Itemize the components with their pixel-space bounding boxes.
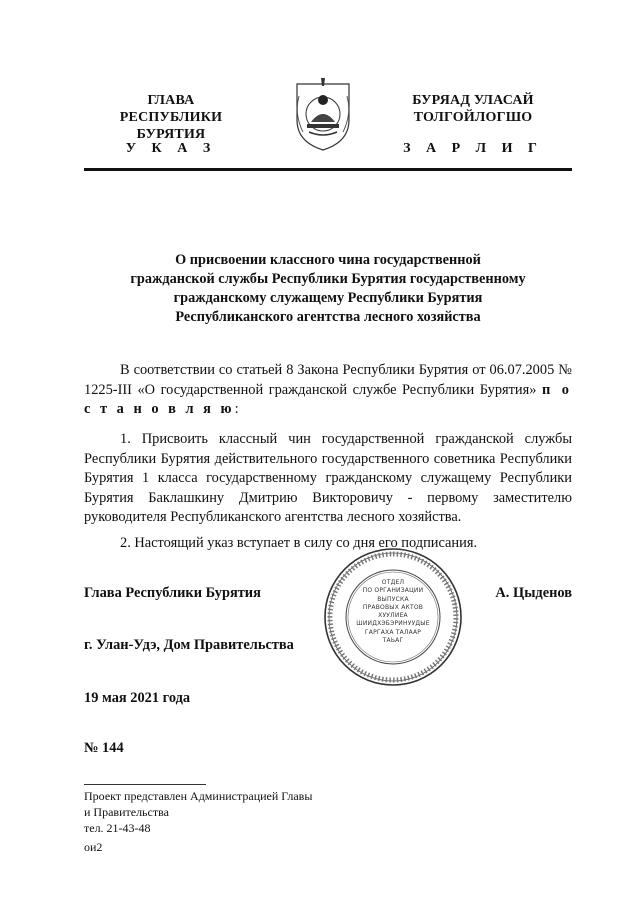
title-line2: гражданской службы Республики Бурятия государственному: [130, 271, 526, 287]
header-left-line1: ГЛАВА: [147, 93, 195, 108]
decree-number: № 144: [84, 740, 124, 756]
stamp-line3: ВЫПУСКА: [377, 595, 409, 603]
header-right-line2: ТОЛГОЙЛОГШО: [413, 110, 533, 125]
official-stamp: [322, 546, 464, 688]
decree-word: п о с т а н о в л я ю: [84, 381, 573, 417]
preamble-colon: :: [234, 401, 239, 417]
footer-note: [84, 788, 312, 836]
stamp-line2: ПО ОРГАНИЗАЦИИ: [362, 587, 424, 595]
header-right-line1: БУРЯАД УЛАСАЙ: [412, 93, 534, 108]
document-title: [84, 251, 572, 327]
header-divider: [84, 168, 572, 171]
title-line3: гражданскому служащему Республики Бурятия: [173, 290, 483, 306]
preamble-paragraph: [84, 361, 572, 420]
signing-place: г. Улан-Удэ, Дом Правительства: [84, 637, 294, 653]
decree-item-1: 1. Присвоить классный чин государственной гражданской службы Республики Бурятия действительного государственного советника Республики Бурятия 1 класса государственному гражданскому служащему Республики Бурятия Баклашкину Дмитрию Викторовичу - первому заместителю руководителя Республиканского агентства лесного хозяйства.: [84, 431, 572, 525]
stamp-line6: ШИИДХЭБЭРИНУУДЫЕ: [356, 620, 430, 628]
header-right: [388, 92, 558, 126]
stamp-text: [352, 579, 434, 645]
stamp-line1: ОТДЕЛ: [381, 579, 405, 586]
header-left-line2: РЕСПУБЛИКИ БУРЯТИЯ: [119, 110, 223, 142]
title-line4: Республиканского агентства лесного хозяйства: [175, 309, 481, 325]
preamble-text: В соответствии со статьей 8 Закона Республики Бурятия от 06.07.2005 № 1225-III «О государственной гражданской службе Республики Бурятия»: [84, 362, 572, 398]
footer-line2: и Правительства: [84, 805, 169, 819]
decree-item-2: 2. Настоящий указ вступает в силу со дня его подписания.: [120, 535, 478, 551]
stamp-line4: ПРАВОВЫХ АКТОВ: [362, 603, 424, 611]
stamp-line8: ТАЬАГ: [382, 637, 404, 645]
footer-divider: [84, 784, 206, 785]
signing-date: 19 мая 2021 года: [84, 690, 191, 706]
stamp-line5: ХУУЛИЕА: [378, 612, 408, 620]
signature-position: Глава Республики Бурятия: [84, 585, 261, 601]
header-left: [84, 92, 258, 143]
footer-code: ои2: [84, 840, 103, 854]
doc-type-left: У К А З: [125, 141, 217, 156]
footer-phone: тел. 21-43-48: [84, 821, 151, 835]
signature-name: А. Цыденов: [495, 585, 572, 601]
title-line1: О присвоении классного чина государственной: [175, 252, 481, 268]
coat-of-arms-emblem: [291, 76, 355, 152]
footer-line1: Проект представлен Администрацией Главы: [84, 789, 313, 803]
stamp-line7: ГАРГАХА ТАЛААР: [364, 628, 422, 636]
doc-type-right: З А Р Л И Г: [403, 141, 543, 156]
